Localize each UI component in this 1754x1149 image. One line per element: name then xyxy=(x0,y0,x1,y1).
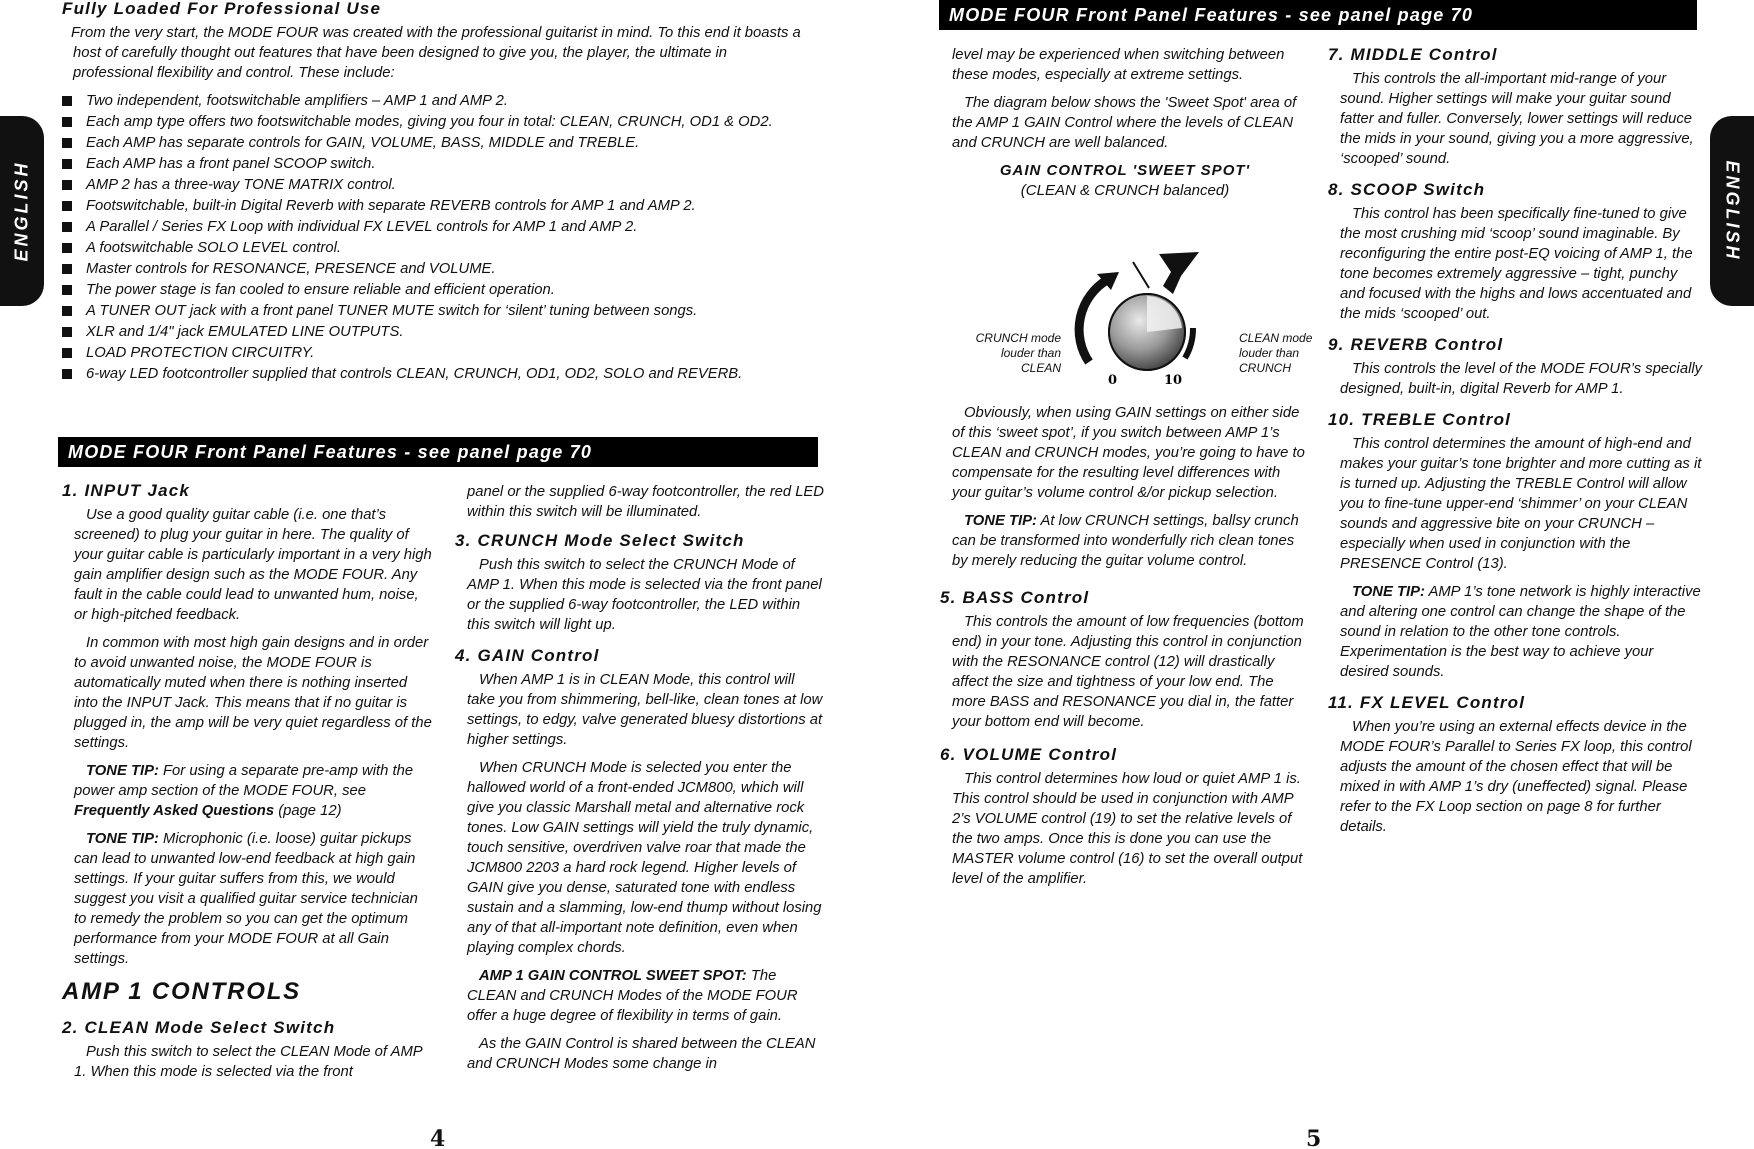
feature-bullet-list xyxy=(60,92,820,386)
knob-max-label: 10 xyxy=(1164,373,1183,385)
feature-bullet-item: Two independent, footswitchable amplifiers – AMP 1 and AMP 2. xyxy=(60,92,820,111)
gain-sweet-spot-diagram xyxy=(957,250,1317,385)
feature-bullet-item: A Parallel / Series FX Loop with individual FX LEVEL controls for AMP 1 and AMP 2. xyxy=(60,218,820,237)
left-column-1 xyxy=(62,480,432,1090)
sweet-spot-pointer xyxy=(1159,252,1199,294)
sweet-spot-label: AMP 1 GAIN CONTROL SWEET SPOT: xyxy=(479,968,747,984)
diagram-caption xyxy=(940,161,1310,201)
tone-tip-2-label: TONE TIP: xyxy=(86,831,159,847)
feature-bullet-item: The power stage is fan cooled to ensure reliable and efficient operation. xyxy=(60,281,820,300)
amp1-controls-heading: AMP 1 CONTROLS xyxy=(62,978,301,1005)
treble-control-heading: 10. TREBLE Control xyxy=(1328,410,1512,429)
gain-knob-graphic xyxy=(1067,250,1217,385)
tone-tip-1-label: TONE TIP: xyxy=(86,763,159,779)
crunch-label-line-3: CLEAN xyxy=(1020,361,1061,375)
language-tab-label: ENGLISH xyxy=(11,160,32,262)
feature-bullet-item: LOAD PROTECTION CIRCUITRY. xyxy=(60,344,820,363)
diagram-subtitle: (CLEAN & CRUNCH balanced) xyxy=(1020,182,1230,199)
scoop-paragraph: This control has been specifically fine-tuned to give the most crushing mid ‘scoop’ sound imaginable. By reconfiguring the entire post-EQ voicing of AMP 1, the tone becomes extremely aggressive – tight, punchy and focused with the highs and lows accentuated and the mids ‘scooped’ out. xyxy=(1340,206,1693,322)
sweet-spot-paragraph xyxy=(455,966,825,1026)
reverb-paragraph: This controls the level of the MODE FOUR’s specially designed, built-in, digital Reverb for AMP 1. xyxy=(1340,361,1703,397)
fx-level-paragraph: When you’re using an external effects device in the MODE FOUR’s Parallel to Series FX loop, this control adjusts the amount of the chosen effect that will be mixed in with AMP 1’s dry (uneffected) signal. Please refer to the FX Loop section on page 8 for further details. xyxy=(1340,719,1692,835)
features-intro: From the very start, the MODE FOUR was created with the professional guitarist in mind. To this end it boasts a host of carefully thought out features that have been designed to give you, the player, the ultimate in professional flexibility and control. These include: xyxy=(71,25,801,81)
faq-link[interactable]: Frequently Asked Questions xyxy=(74,803,275,819)
feature-bullet-item: A footswitchable SOLO LEVEL control. xyxy=(60,239,820,258)
gain-paragraph-1: When AMP 1 is in CLEAN Mode, this control will take you from shimmering, bell-like, clean tones at low settings, to edgy, valve generated bluesy distortions at higher settings. xyxy=(467,672,823,748)
feature-bullet-item: XLR and 1/4" jack EMULATED LINE OUTPUTS. xyxy=(60,323,820,342)
clean-label-line-2: louder than xyxy=(1239,346,1300,360)
right-column-1 xyxy=(940,45,1310,201)
bass-control-heading: 5. BASS Control xyxy=(940,588,1090,607)
crunch-label-line-1: CRUNCH mode xyxy=(975,331,1061,345)
scoop-switch-heading: 8. SCOOP Switch xyxy=(1328,180,1486,199)
right-page xyxy=(877,0,1754,1149)
feature-bullet-item: Master controls for RESONANCE, PRESENCE and VOLUME. xyxy=(60,260,820,279)
middle-paragraph: This controls the all-important mid-range of your sound. Higher settings will make your guitar sound fatter and fuller. Conversely, lower settings will reduce the mids in your sound, giving you a more aggressive, ‘scooped’ sound. xyxy=(1340,71,1694,167)
input-jack-heading: 1. INPUT Jack xyxy=(62,481,191,500)
tone-tip-3 xyxy=(940,511,1310,571)
right-column-1b xyxy=(940,403,1310,897)
input-jack-paragraph-1: Use a good quality guitar cable (i.e. one that’s screened) to plug your guitar in here. The quality of your guitar cable is particularly important in a very high gain amplifier design such as the MODE FOUR. Any fault in the cable could lead to unwanted hum, noise, or high-pitched feedback. xyxy=(74,507,432,623)
volume-paragraph: This control determines how loud or quiet AMP 1 is. This control should be used in conjunction with AMP 2’s VOLUME control (19) to set the relative levels of the two amps. Once this is done you can use the MASTER volume control (16) to set the overall output level of the amplifier. xyxy=(952,771,1303,887)
page-number-right: 5 xyxy=(1306,1126,1322,1149)
language-tab-label: ENGLISH xyxy=(1722,160,1743,262)
crunch-louder-label xyxy=(957,331,1061,376)
section-banner-right: MODE FOUR Front Panel Features - see panel page 70 xyxy=(939,0,1697,30)
diagram-title: GAIN CONTROL 'SWEET SPOT' xyxy=(999,162,1251,179)
feature-bullet-item: Footswitchable, built-in Digital Reverb with separate REVERB controls for AMP 1 and AMP 2. xyxy=(60,197,820,216)
section-banner-left: MODE FOUR Front Panel Features - see panel page 70 xyxy=(58,437,818,467)
input-jack-paragraph-2: In common with most high gain designs and in order to avoid unwanted noise, the MODE FOUR is automatically muted when there is nothing inserted into the INPUT Jack. This means that if no guitar is plugged in, the amp will be very quiet regardless of the settings. xyxy=(74,635,432,751)
tone-tip-1-text: For using a separate pre-amp with the power amp section of the MODE FOUR, see xyxy=(74,763,414,799)
tone-tip-4-label: TONE TIP: xyxy=(1352,584,1425,600)
diagram-intro: The diagram below shows the 'Sweet Spot' area of the AMP 1 GAIN Control where the levels of CLEAN and CRUNCH are well balanced. xyxy=(952,95,1297,151)
language-tab-left xyxy=(0,116,44,306)
crunch-label-line-2: louder than xyxy=(1000,346,1061,360)
tone-tip-1-tail: (page 12) xyxy=(274,803,342,819)
clean-switch-heading: 2. CLEAN Mode Select Switch xyxy=(62,1018,336,1037)
clean-label-line-1: CLEAN mode xyxy=(1239,331,1313,345)
reverb-control-heading: 9. REVERB Control xyxy=(1328,335,1504,354)
crunch-switch-heading: 3. CRUNCH Mode Select Switch xyxy=(455,531,745,550)
tone-tip-2-text: Microphonic (i.e. loose) guitar pickups can lead to unwanted low-end feedback at high gain settings. If your guitar suffers from this, we would suggest you visit a qualified guitar service technician to remedy the problem so you can get the optimum performance from your MODE FOUR at all Gain settings. xyxy=(74,831,418,967)
level-continued: level may be experienced when switching between these modes, especially at extreme settings. xyxy=(952,47,1285,83)
tone-tip-2 xyxy=(62,829,432,969)
clean-switch-continued: panel or the supplied 6-way footcontroller, the red LED within this switch will be illuminated. xyxy=(467,484,824,520)
knob-indicator xyxy=(1147,296,1182,332)
volume-control-heading: 6. VOLUME Control xyxy=(940,745,1118,764)
gain-control-heading: 4. GAIN Control xyxy=(455,646,600,665)
clean-direction-arrow xyxy=(1185,328,1193,358)
page-number-left: 4 xyxy=(430,1126,446,1149)
left-column-2 xyxy=(455,482,825,1082)
tone-tip-4 xyxy=(1328,582,1703,682)
treble-paragraph: This control determines the amount of high-end and makes your guitar’s tone brighter and more cutting as it is turned up. Adjusting the TREBLE Control will allow you to fine-tune upper-end ‘shimmer’ on your CLEAN sounds and aggressive bite on your CRUNCH – especially when used in conjunction with the PRESENCE Control (13). xyxy=(1340,436,1702,572)
feature-bullet-item: Each AMP has a front panel SCOOP switch. xyxy=(60,155,820,174)
sweet-spot-text: The CLEAN and CRUNCH Modes of the MODE FOUR offer a huge degree of flexibility in terms of gain. xyxy=(467,968,798,1024)
gain-paragraph-3: As the GAIN Control is shared between the CLEAN and CRUNCH Modes some change in xyxy=(467,1036,816,1072)
feature-bullet-item: 6-way LED footcontroller supplied that controls CLEAN, CRUNCH, OD1, OD2, SOLO and REVERB. xyxy=(60,365,820,384)
feature-bullet-item: A TUNER OUT jack with a front panel TUNER MUTE switch for ‘silent’ tuning between songs. xyxy=(60,302,820,321)
feature-bullet-item: AMP 2 has a three-way TONE MATRIX control. xyxy=(60,176,820,195)
tone-tip-3-label: TONE TIP: xyxy=(964,513,1037,529)
fx-level-control-heading: 11. FX LEVEL Control xyxy=(1328,693,1526,712)
features-title: Fully Loaded For Professional Use xyxy=(62,0,382,18)
middle-control-heading: 7. MIDDLE Control xyxy=(1328,45,1498,64)
feature-bullet-item: Each AMP has separate controls for GAIN, VOLUME, BASS, MIDDLE and TREBLE. xyxy=(60,134,820,153)
obviously-paragraph: Obviously, when using GAIN settings on either side of this ‘sweet spot’, if you switch between AMP 1’s CLEAN and CRUNCH modes, you’re going to have to compensate for the resulting level differences with your guitar’s volume control &/or pickup selection. xyxy=(952,405,1305,501)
tone-tip-3-text: At low CRUNCH settings, ballsy crunch can be transformed into wonderfully rich clean tones by merely reducing the guitar volume control. xyxy=(952,513,1299,569)
feature-bullet-item: Each amp type offers two footswitchable modes, giving you four in total: CLEAN, CRUNCH, OD1 & OD2. xyxy=(60,113,820,132)
knob-min-label: 0 xyxy=(1108,373,1118,385)
tone-tip-4-text: AMP 1’s tone network is highly interactive and altering one control can change the shape of the sound in relation to the other tone controls. Experimentation is the best way to achieve your desired sounds. xyxy=(1340,584,1701,680)
bass-paragraph: This controls the amount of low frequencies (bottom end) in your tone. Adjusting this control in conjunction with the RESONANCE control (12) will drastically affect the size and tightness of your low end. The more BASS and RESONANCE you dial in, the fatter your bottom end will become. xyxy=(952,614,1304,730)
crunch-direction-arrow xyxy=(1079,280,1107,362)
tone-tip-1 xyxy=(62,761,432,821)
clean-switch-paragraph: Push this switch to select the CLEAN Mode of AMP 1. When this mode is selected via the front xyxy=(74,1044,423,1080)
crunch-switch-paragraph: Push this switch to select the CRUNCH Mode of AMP 1. When this mode is selected via the front panel or the supplied 6-way footcontroller, the LED within this switch will light up. xyxy=(467,557,822,633)
gain-paragraph-2: When CRUNCH Mode is selected you enter the hallowed world of a front-ended JCM800, which will give you classic Marshall metal and alternative rock tones. Low GAIN settings will yield the truly dynamic, touch sensitive, overdriven valve roar that made the JCM800 2203 a hard rock legend. Higher levels of GAIN give you dense, saturated tone with endless sustain and a slamming, low-end thump without losing any of that all-important note definition, even when playing complex chords. xyxy=(467,760,822,956)
language-tab-right xyxy=(1710,116,1754,306)
right-column-2 xyxy=(1328,44,1703,845)
clean-label-line-3: CRUNCH xyxy=(1239,361,1291,375)
